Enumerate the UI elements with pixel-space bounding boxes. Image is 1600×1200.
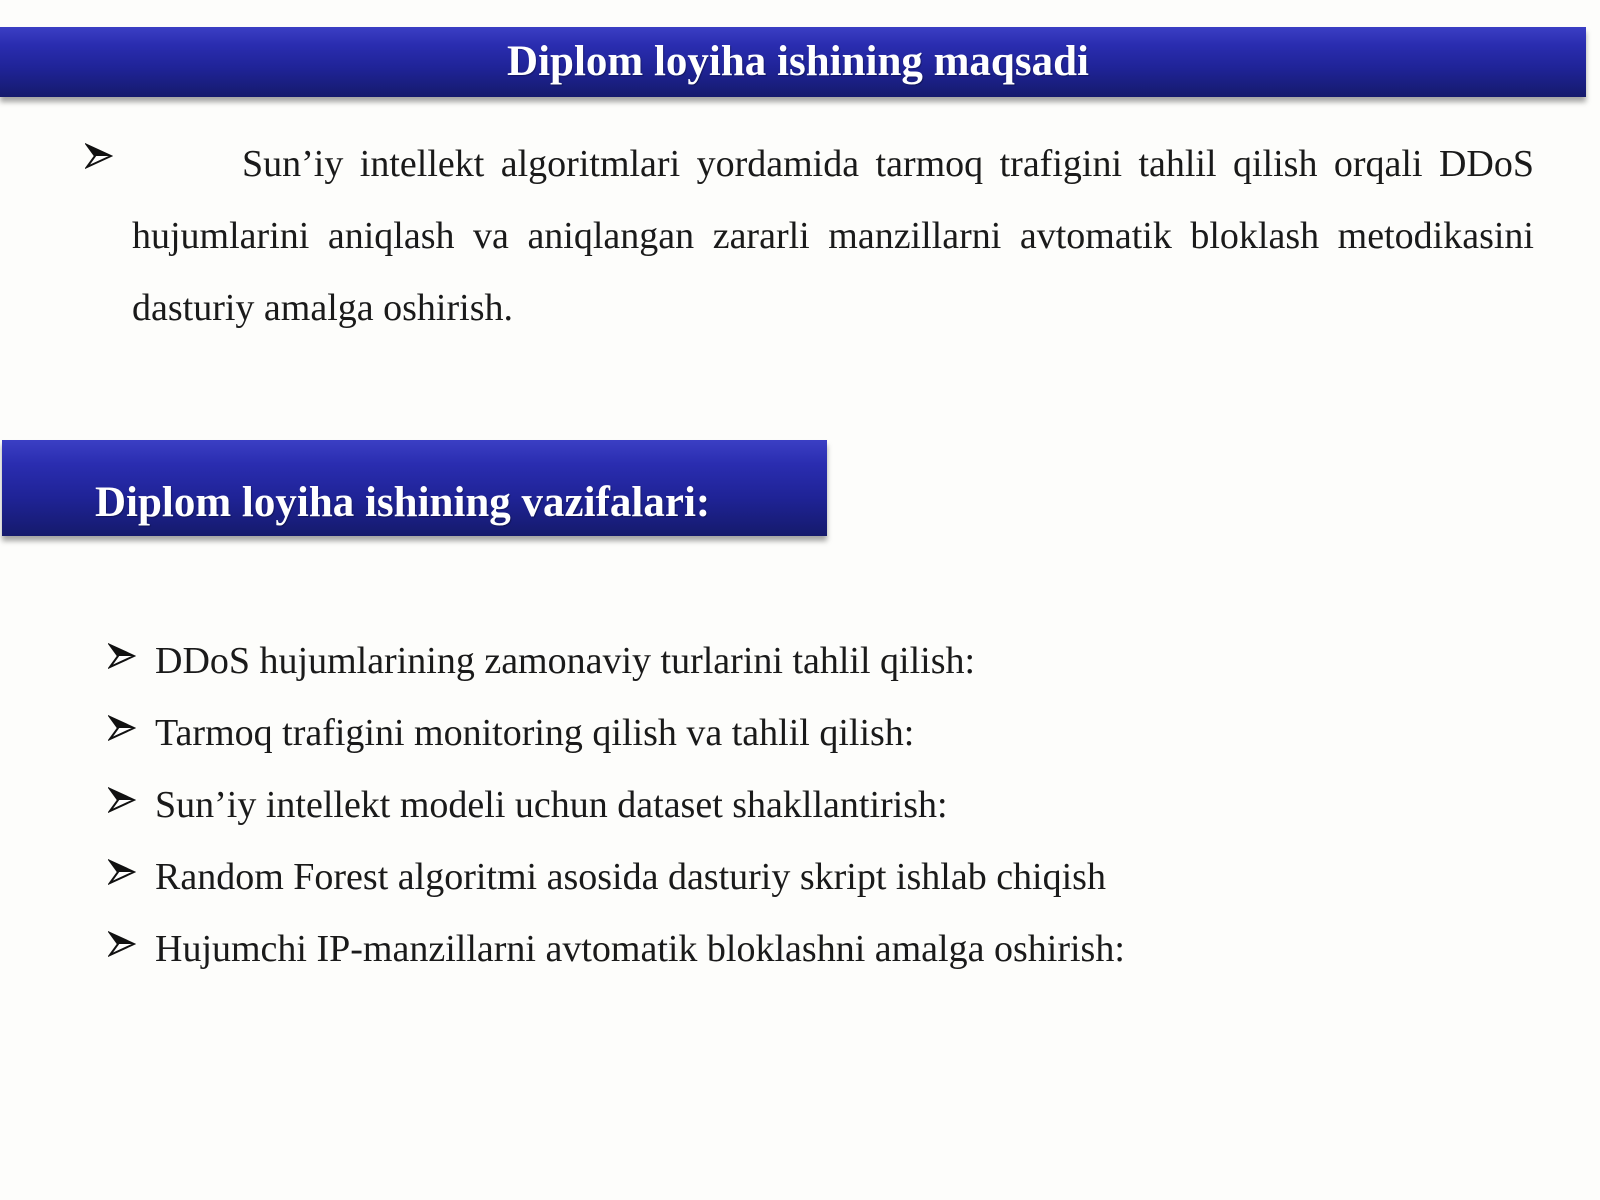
- list-item: [0, 924, 1200, 996]
- tasks-title: Diplom loyiha ishining vazifalari:: [95, 479, 711, 526]
- task-text: Sun’iy intellekt modeli uchun dataset shakllantirish:: [155, 784, 948, 826]
- goal-banner: [0, 27, 1586, 97]
- list-item: [0, 708, 1200, 780]
- arrowhead-bullet-icon: [108, 930, 136, 958]
- goal-title: Diplom loyiha ishining maqsadi: [507, 38, 1089, 85]
- arrowhead-bullet-icon: [108, 858, 136, 886]
- list-item: [0, 852, 1200, 924]
- arrowhead-bullet-icon: [108, 714, 136, 742]
- list-item: [0, 780, 1200, 852]
- tasks-banner: [2, 440, 827, 536]
- arrowhead-bullet-icon: [108, 786, 136, 814]
- list-item: [0, 636, 1200, 708]
- task-text: Hujumchi IP-manzillarni avtomatik bloklashni amalga oshirish:: [155, 928, 1125, 970]
- arrowhead-bullet-icon: [85, 142, 113, 170]
- arrowhead-bullet-icon: [108, 642, 136, 670]
- task-text: Tarmoq trafigini monitoring qilish va tahlil qilish:: [155, 712, 915, 754]
- task-text: DDoS hujumlarining zamonaviy turlarini tahlil qilish:: [155, 640, 976, 682]
- task-text: Random Forest algoritmi asosida dasturiy skript ishlab chiqish: [155, 856, 1106, 898]
- goal-text: Sun’iy intellekt algoritmlari yordamida tarmoq trafigini tahlil qilish orqali DDoS hujumlarini aniqlash va aniqlangan zararli manzillarni avtomatik bloklash metodikasini dasturiy amalga oshirish.: [132, 143, 1534, 329]
